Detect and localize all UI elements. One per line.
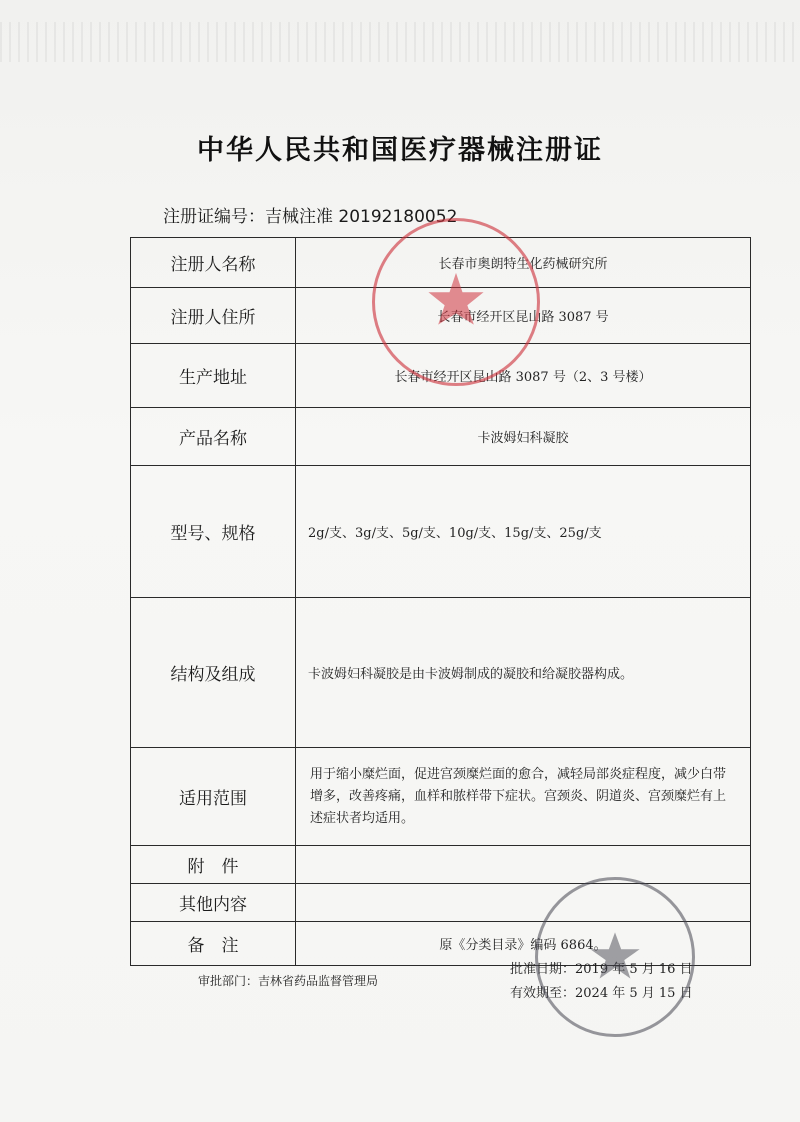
row-value: 长春市奥朗特生化药械研究所 xyxy=(296,238,751,288)
row-label: 适用范围 xyxy=(131,748,296,846)
agency-seal-star-icon xyxy=(538,880,692,1034)
row-value: 卡波姆妇科凝胶是由卡波姆制成的凝胶和给凝胶器构成。 xyxy=(296,598,751,748)
row-value: 卡波姆妇科凝胶 xyxy=(296,408,751,466)
agency-seal-icon xyxy=(535,877,695,1037)
row-label: 注册人名称 xyxy=(131,238,296,288)
row-value: 2g/支、3g/支、5g/支、10g/支、15g/支、25g/支 xyxy=(296,466,751,598)
table-row xyxy=(131,466,751,598)
approval-date-label: 批准日期： xyxy=(510,962,576,977)
registration-number-label: 注册证编号： xyxy=(163,207,265,227)
page-title: 中华人民共和国医疗器械注册证 xyxy=(197,135,603,166)
row-label: 注册人住所 xyxy=(131,288,296,344)
table-row xyxy=(131,748,751,846)
company-seal-star-icon xyxy=(375,221,537,383)
row-value: 长春市经开区昆山路 3087 号 xyxy=(296,288,751,344)
row-label: 其他内容 xyxy=(131,884,296,922)
table-row xyxy=(131,846,751,884)
approval-department-value: 吉林省药品监督管理局 xyxy=(258,974,379,988)
approval-department-label: 审批部门： xyxy=(198,974,259,988)
approval-date-value: 2019 年 5 月 16 日 xyxy=(575,962,693,977)
row-label: 产品名称 xyxy=(131,408,296,466)
row-label: 型号、规格 xyxy=(131,466,296,598)
valid-until-label: 有效期至： xyxy=(510,986,576,1001)
table-row xyxy=(131,408,751,466)
row-label: 结构及组成 xyxy=(131,598,296,748)
company-seal-icon xyxy=(372,218,540,386)
row-label: 附 件 xyxy=(131,846,296,884)
scan-noise-strip xyxy=(0,22,800,62)
approval-department xyxy=(198,972,378,989)
registration-number-value: 吉械注准 20192180052 xyxy=(265,207,458,227)
row-value: 长春市经开区昆山路 3087 号（2、3 号楼） xyxy=(296,344,751,408)
table-row xyxy=(131,598,751,748)
row-value xyxy=(296,846,751,884)
valid-until-value: 2024 年 5 月 15 日 xyxy=(575,986,693,1001)
row-label: 备 注 xyxy=(131,922,296,966)
row-value: 用于缩小糜烂面，促进宫颈糜烂面的愈合，减轻局部炎症程度，减少白带增多，改善疼痛，血样和脓样带下症状。宫颈炎、阴道炎、宫颈糜烂有上述症状者均适用。 xyxy=(296,748,751,846)
row-label: 生产地址 xyxy=(131,344,296,408)
row-value: 原《分类目录》编码 6864。 xyxy=(296,922,751,966)
